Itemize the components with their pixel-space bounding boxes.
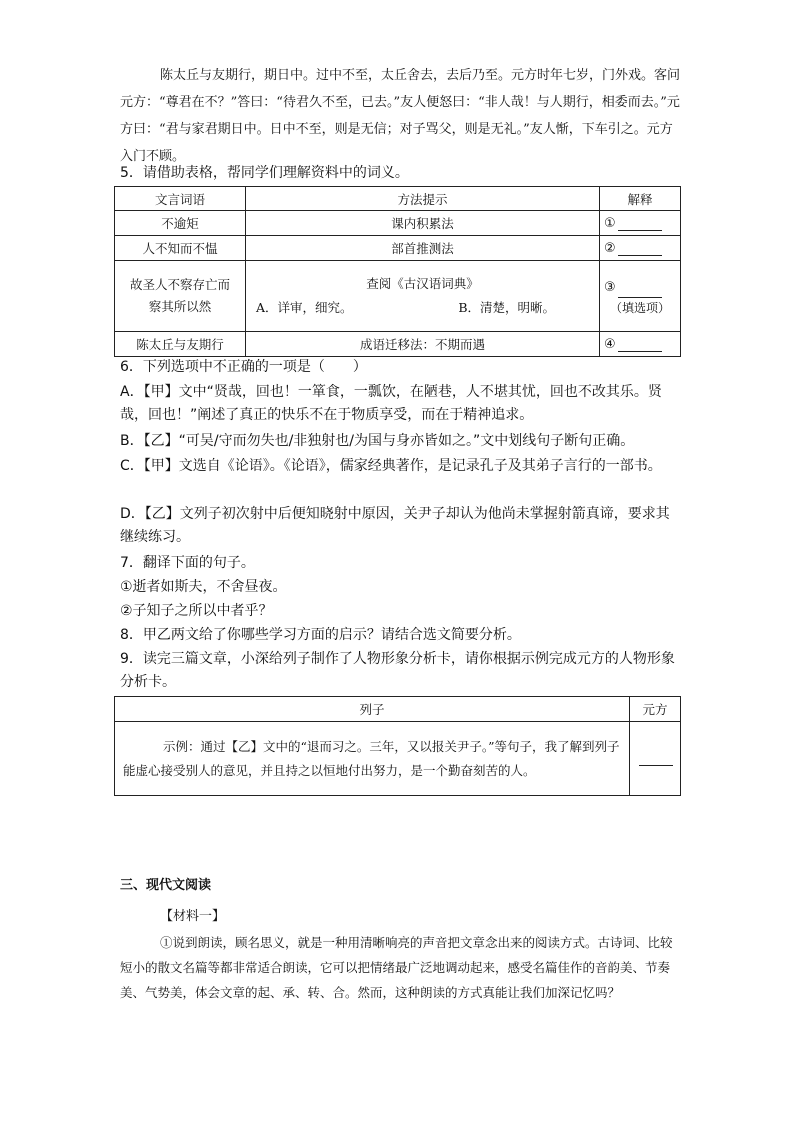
card-answer-blank[interactable]: [639, 751, 673, 766]
question-6-stem: 6．下列选项中不正确的一项是（ ）: [120, 359, 367, 375]
material-paragraph: [120, 930, 680, 1005]
question-6-option-a: A．【甲】文中“贤哉，回也！一箪食，一瓢饮，在陋巷，人不堪其忧，回也不改其乐。贤哉，回也！”阐述了真正的快乐不在于物质享受，而在于精神追求。: [120, 384, 662, 423]
row-word: 不逾矩: [115, 211, 246, 236]
answer-cell: [600, 332, 681, 357]
row-method: 成语迁移法：不期而遇: [246, 332, 600, 357]
answer-blank[interactable]: [618, 283, 662, 298]
material-text: ①说到朗读，顾名思义，就是一种用清晰响亮的声音把文章念出来的阅读方式。古诗词、比较短小的散文名篇等都非常适合朗读，它可以把情绪最广泛地调动起来，感受名篇佳作的音韵美、节奏美、气势美，体会文章的起、承、转、合。然而，这种朗读的方式真能让我们加深记忆吗？: [120, 935, 673, 1000]
question-6-option-b: B．【乙】“可吴/守而勿失也/非独射也/为国与身亦皆如之。”文中划线句子断句正确。: [120, 433, 635, 449]
header-word: 文言词语: [115, 187, 246, 211]
table-row: [115, 211, 681, 236]
row-word: 陈太丘与友期行: [115, 332, 246, 357]
table-row: [115, 236, 681, 261]
table-row: [115, 261, 681, 332]
answer-blank[interactable]: [618, 337, 662, 352]
answer-mark: ④: [604, 337, 616, 352]
answer-blank[interactable]: [618, 216, 662, 231]
answer-cell: [600, 236, 681, 261]
question-6-option-c: C．【甲】文选自《论语》。《论语》，儒家经典著作，是记录孔子及其弟子言行的一部书。: [120, 458, 662, 474]
answer-mark: ③: [604, 279, 616, 295]
options-line: [250, 296, 595, 320]
passage-text: 陈太丘与友期行，期日中。过中不至，太丘舍去，去后乃至。元方时年七岁，门外戏。客问元方：“尊君在不？”答曰：“待君久不至，已去。”友人便怒曰：“非人哉！与人期行，相委而去。”元方曰：“君与家君期日中。日中不至，则是无信；对子骂父，则是无礼。”友人惭，下车引之。元方入门不顾。: [120, 68, 681, 164]
fill-option-note: （填选项）: [609, 300, 670, 315]
question-5-stem: 5．请借助表格，帮同学们理解资料中的词义。: [120, 165, 409, 181]
row-method-cell: [246, 261, 600, 332]
character-analysis-card: [114, 696, 681, 796]
card-header-yuanfang: 元方: [630, 697, 681, 722]
answer-mark: ①: [604, 216, 616, 231]
card-answer-cell: [630, 722, 681, 796]
card-header-liezi: 列子: [115, 697, 630, 722]
answer-cell: [600, 211, 681, 236]
question-6-option-d: D．【乙】文列子初次射中后便知晓射中原因，关尹子却认为他尚未掌握射箭真谛，要求其继续练习。: [120, 506, 670, 545]
row-word: 故圣人不察存亡而察其所以然: [115, 261, 246, 332]
question-8-stem: 8．甲乙两文给了你哪些学习方面的启示？请结合选文简要分析。: [120, 627, 521, 643]
section-title: 三、现代文阅读: [120, 878, 212, 893]
row-method: 课内积累法: [246, 211, 600, 236]
answer-cell: [600, 261, 681, 332]
row-method: 查阅《古汉语词典》: [366, 276, 479, 291]
table-row: [115, 332, 681, 357]
material-title: 【材料一】: [160, 909, 226, 924]
table-header-row: [115, 187, 681, 211]
header-explanation: 解释: [600, 187, 681, 211]
card-example: 示例：通过【乙】文中的“退而习之。三年，又以报关尹子。”等句子，我了解到列子能虚心接受别人的意见，并且持之以恒地付出努力，是一个勤奋刻苦的人。: [115, 722, 630, 796]
row-word: 人不知而不愠: [115, 236, 246, 261]
question-7-sentence-2: ②子知子之所以中者乎？: [120, 603, 273, 619]
answer-blank[interactable]: [618, 241, 662, 256]
question-7-stem: 7．翻译下面的句子。: [120, 555, 255, 571]
vocabulary-table: [114, 186, 681, 357]
question-9-stem: 9．读完三篇文章，小深给列子制作了人物形象分析卡，请你根据示例完成元方的人物形象分析卡。: [120, 651, 675, 690]
option-b: B．清楚，明晰。: [458, 300, 555, 315]
classical-passage: [120, 62, 680, 170]
option-a: A．详审，细究。: [256, 300, 353, 315]
card-header-row: [115, 697, 681, 722]
question-7-sentence-1: ①逝者如斯夫，不舍昼夜。: [120, 579, 287, 595]
header-method: 方法提示: [246, 187, 600, 211]
row-method: 部首推测法: [246, 236, 600, 261]
answer-mark: ②: [604, 241, 616, 256]
card-body-row: [115, 722, 681, 796]
